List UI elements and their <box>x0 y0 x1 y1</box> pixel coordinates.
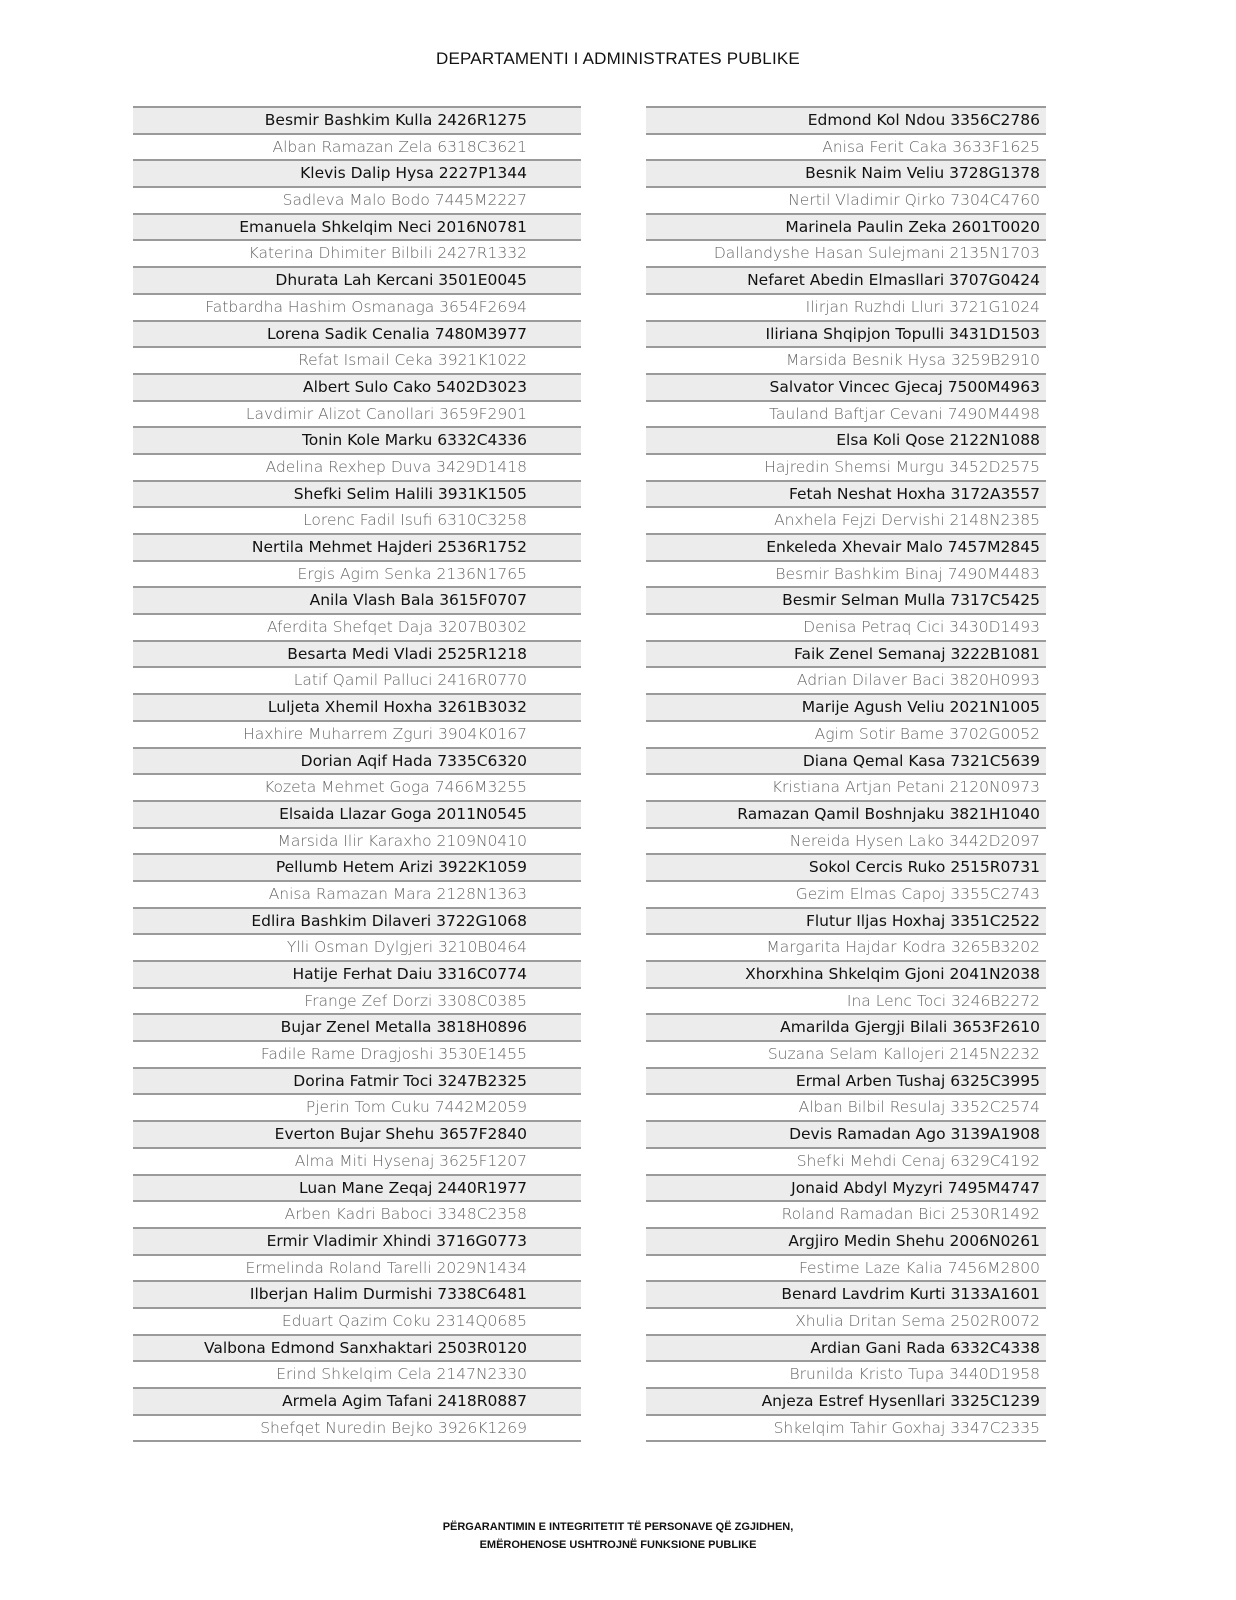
list-item: Dhurata Lah Kercani 3501E0045 <box>133 266 581 293</box>
list-item: Dorian Aqif Hada 7335C6320 <box>133 747 581 774</box>
list-item: Fadile Rame Dragjoshi 3530E1455 <box>133 1040 581 1067</box>
list-item: Tauland Baftjar Cevani 7490M4498 <box>646 400 1046 427</box>
list-item: Anxhela Fejzi Dervishi 2148N2385 <box>646 506 1046 533</box>
footer-line-2: EMËROHENOSE USHTROJNË FUNKSIONE PUBLIKE <box>479 1539 757 1551</box>
list-item: Marije Agush Veliu 2021N1005 <box>646 693 1046 720</box>
list-item: Ina Lenc Toci 3246B2272 <box>646 987 1046 1014</box>
list-item: Valbona Edmond Sanxhaktari 2503R0120 <box>133 1334 581 1361</box>
list-item: Brunilda Kristo Tupa 3440D1958 <box>646 1360 1046 1387</box>
list-item: Flutur Iljas Hoxhaj 3351C2522 <box>646 907 1046 934</box>
list-item: Ermir Vladimir Xhindi 3716G0773 <box>133 1227 581 1254</box>
list-item: Fatbardha Hashim Osmanaga 3654F2694 <box>133 293 581 320</box>
list-item: Festime Laze Kalia 7456M2800 <box>646 1254 1046 1281</box>
list-item: Pellumb Hetem Arizi 3922K1059 <box>133 853 581 880</box>
list-item: Pjerin Tom Cuku 7442M2059 <box>133 1093 581 1120</box>
list-item: Bujar Zenel Metalla 3818H0896 <box>133 1013 581 1040</box>
list-item: Ilberjan Halim Durmishi 7338C6481 <box>133 1280 581 1307</box>
list-item: Everton Bujar Shehu 3657F2840 <box>133 1120 581 1147</box>
list-item: Edlira Bashkim Dilaveri 3722G1068 <box>133 907 581 934</box>
list-item: Anila Vlash Bala 3615F0707 <box>133 586 581 613</box>
list-item: Kristiana Artjan Petani 2120N0973 <box>646 773 1046 800</box>
list-item: Roland Ramadan Bici 2530R1492 <box>646 1200 1046 1227</box>
list-item: Nertil Vladimir Qirko 7304C4760 <box>646 186 1046 213</box>
list-item: Edmond Kol Ndou 3356C2786 <box>646 106 1046 133</box>
list-item: Adrian Dilaver Baci 3820H0993 <box>646 666 1046 693</box>
left-name-column <box>133 106 581 1442</box>
list-item: Katerina Dhimiter Bilbili 2427R1332 <box>133 239 581 266</box>
list-item: Marsida Ilir Karaxho 2109N0410 <box>133 827 581 854</box>
list-item: Shefki Mehdi Cenaj 6329C4192 <box>646 1147 1046 1174</box>
list-item: Shefki Selim Halili 3931K1505 <box>133 480 581 507</box>
list-item: Xhorxhina Shkelqim Gjoni 2041N2038 <box>646 960 1046 987</box>
list-item: Gezim Elmas Capoj 3355C2743 <box>646 880 1046 907</box>
list-item: Besarta Medi Vladi 2525R1218 <box>133 640 581 667</box>
column-divider <box>133 1440 581 1442</box>
list-item: Elsaida Llazar Goga 2011N0545 <box>133 800 581 827</box>
list-item: Agim Sotir Bame 3702G0052 <box>646 720 1046 747</box>
list-item: Besmir Selman Mulla 7317C5425 <box>646 586 1046 613</box>
list-item: Faik Zenel Semanaj 3222B1081 <box>646 640 1046 667</box>
list-item: Devis Ramadan Ago 3139A1908 <box>646 1120 1046 1147</box>
list-item: Arben Kadri Baboci 3348C2358 <box>133 1200 581 1227</box>
list-item: Denisa Petraq Cici 3430D1493 <box>646 613 1046 640</box>
list-item: Frange Zef Dorzi 3308C0385 <box>133 987 581 1014</box>
list-item: Salvator Vincec Gjecaj 7500M4963 <box>646 373 1046 400</box>
right-name-column <box>646 106 1046 1442</box>
list-item: Albert Sulo Cako 5402D3023 <box>133 373 581 400</box>
list-item: Aferdita Shefqet Daja 3207B0302 <box>133 613 581 640</box>
list-item: Hajredin Shemsi Murgu 3452D2575 <box>646 453 1046 480</box>
list-item: Adelina Rexhep Duva 3429D1418 <box>133 453 581 480</box>
list-item: Nefaret Abedin Elmasllari 3707G0424 <box>646 266 1046 293</box>
list-item: Luljeta Xhemil Hoxha 3261B3032 <box>133 693 581 720</box>
list-item: Shkelqim Tahir Goxhaj 3347C2335 <box>646 1414 1046 1441</box>
list-item: Ermelinda Roland Tarelli 2029N1434 <box>133 1254 581 1281</box>
list-item: Lorena Sadik Cenalia 7480M3977 <box>133 320 581 347</box>
list-item: Latif Qamil Palluci 2416R0770 <box>133 666 581 693</box>
list-item: Besmir Bashkim Kulla 2426R1275 <box>133 106 581 133</box>
list-item: Marsida Besnik Hysa 3259B2910 <box>646 346 1046 373</box>
page-title: DEPARTAMENTI I ADMINISTRATES PUBLIKE <box>436 49 800 68</box>
list-item: Amarilda Gjergji Bilali 3653F2610 <box>646 1013 1046 1040</box>
list-item: Klevis Dalip Hysa 2227P1344 <box>133 159 581 186</box>
list-item: Besmir Bashkim Binaj 7490M4483 <box>646 560 1046 587</box>
list-item: Xhulia Dritan Sema 2502R0072 <box>646 1307 1046 1334</box>
list-item: Nertila Mehmet Hajderi 2536R1752 <box>133 533 581 560</box>
list-item: Refat Ismail Ceka 3921K1022 <box>133 346 581 373</box>
list-item: Luan Mane Zeqaj 2440R1977 <box>133 1174 581 1201</box>
list-item: Lavdimir Alizot Canollari 3659F2901 <box>133 400 581 427</box>
list-item: Argjiro Medin Shehu 2006N0261 <box>646 1227 1046 1254</box>
list-item: Besnik Naim Veliu 3728G1378 <box>646 159 1046 186</box>
list-item: Iliriana Shqipjon Topulli 3431D1503 <box>646 320 1046 347</box>
list-item: Erind Shkelqim Cela 2147N2330 <box>133 1360 581 1387</box>
list-item: Haxhire Muharrem Zguri 3904K0167 <box>133 720 581 747</box>
list-item: Tonin Kole Marku 6332C4336 <box>133 426 581 453</box>
list-item: Anisa Ramazan Mara 2128N1363 <box>133 880 581 907</box>
list-item: Kozeta Mehmet Goga 7466M3255 <box>133 773 581 800</box>
list-item: Ylli Osman Dylgjeri 3210B0464 <box>133 933 581 960</box>
list-item: Margarita Hajdar Kodra 3265B3202 <box>646 933 1046 960</box>
list-item: Ramazan Qamil Boshnjaku 3821H1040 <box>646 800 1046 827</box>
list-item: Sadleva Malo Bodo 7445M2227 <box>133 186 581 213</box>
list-item: Suzana Selam Kallojeri 2145N2232 <box>646 1040 1046 1067</box>
list-item: Hatije Ferhat Daiu 3316C0774 <box>133 960 581 987</box>
list-item: Diana Qemal Kasa 7321C5639 <box>646 747 1046 774</box>
list-item: Anjeza Estref Hysenllari 3325C1239 <box>646 1387 1046 1414</box>
list-item: Enkeleda Xhevair Malo 7457M2845 <box>646 533 1046 560</box>
footer <box>0 1518 1236 1554</box>
list-item: Jonaid Abdyl Myzyri 7495M4747 <box>646 1174 1046 1201</box>
list-item: Marinela Paulin Zeka 2601T0020 <box>646 213 1046 240</box>
list-item: Dallandyshe Hasan Sulejmani 2135N1703 <box>646 239 1046 266</box>
list-item: Sokol Cercis Ruko 2515R0731 <box>646 853 1046 880</box>
list-item: Anisa Ferit Caka 3633F1625 <box>646 133 1046 160</box>
list-item: Ilirjan Ruzhdi Lluri 3721G1024 <box>646 293 1046 320</box>
footer-line-1: PËRGARANTIMIN E INTEGRITETIT TË PERSONAVE QË ZGJIDHEN, <box>442 1521 794 1533</box>
list-item: Ergis Agim Senka 2136N1765 <box>133 560 581 587</box>
list-item: Nereida Hysen Lako 3442D2097 <box>646 827 1046 854</box>
list-item: Benard Lavdrim Kurti 3133A1601 <box>646 1280 1046 1307</box>
list-item: Ardian Gani Rada 6332C4338 <box>646 1334 1046 1361</box>
list-item: Eduart Qazim Coku 2314Q0685 <box>133 1307 581 1334</box>
list-item: Fetah Neshat Hoxha 3172A3557 <box>646 480 1046 507</box>
list-item: Shefqet Nuredin Bejko 3926K1269 <box>133 1414 581 1441</box>
list-item: Alban Bilbil Resulaj 3352C2574 <box>646 1093 1046 1120</box>
list-item: Alban Ramazan Zela 6318C3621 <box>133 133 581 160</box>
list-item: Emanuela Shkelqim Neci 2016N0781 <box>133 213 581 240</box>
list-item: Dorina Fatmir Toci 3247B2325 <box>133 1067 581 1094</box>
list-item: Armela Agim Tafani 2418R0887 <box>133 1387 581 1414</box>
list-item: Alma Miti Hysenaj 3625F1207 <box>133 1147 581 1174</box>
list-item: Ermal Arben Tushaj 6325C3995 <box>646 1067 1046 1094</box>
list-item: Elsa Koli Qose 2122N1088 <box>646 426 1046 453</box>
column-divider <box>646 1440 1046 1442</box>
list-item: Lorenc Fadil Isufi 6310C3258 <box>133 506 581 533</box>
